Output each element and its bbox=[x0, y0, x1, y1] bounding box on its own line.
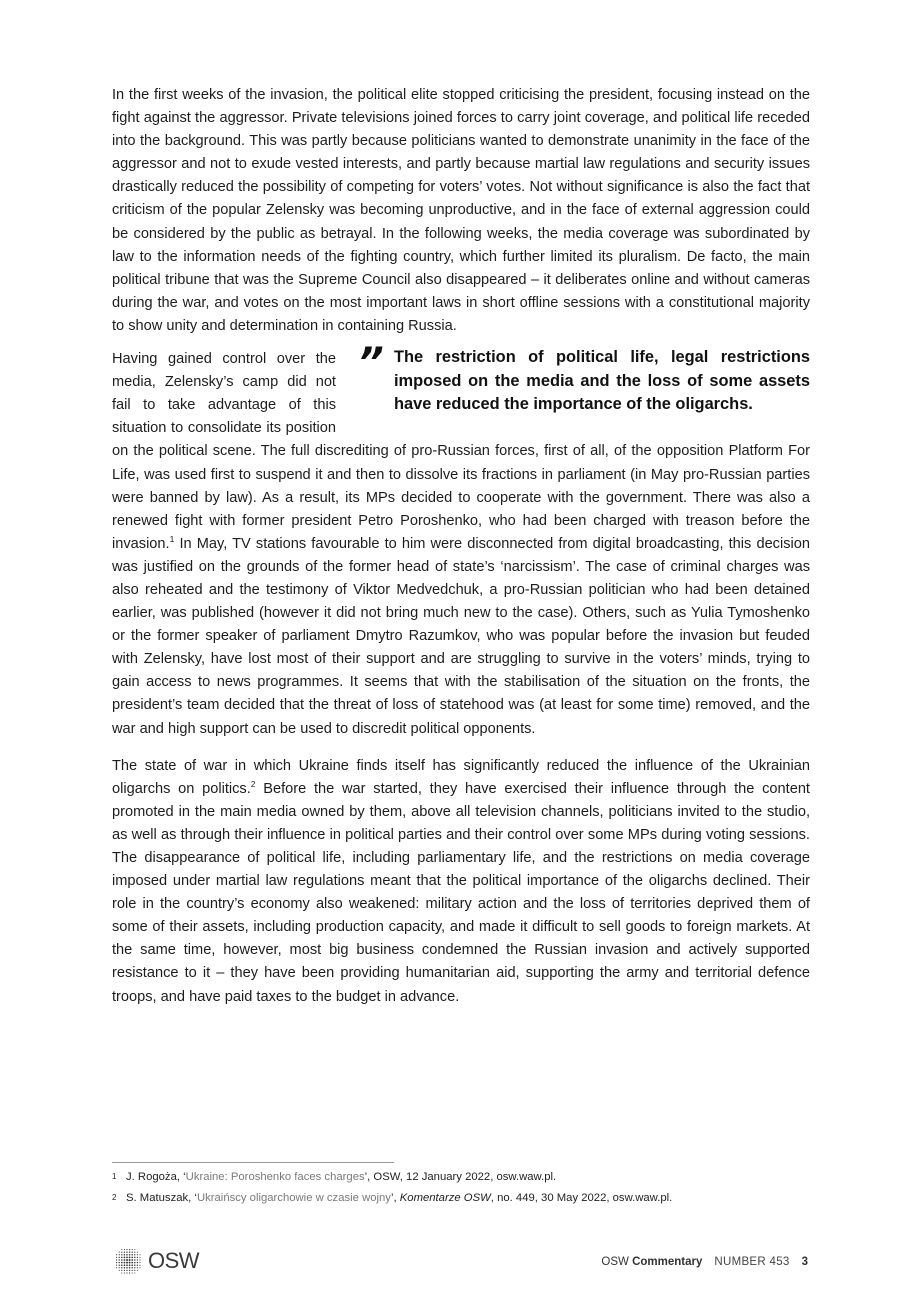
paragraph-2 bbox=[112, 340, 810, 741]
pull-quote-text: The restriction of political life, legal restrictions imposed on the media and the loss of some assets have reduced the importance of the oligarchs. bbox=[394, 348, 810, 414]
footnote-number: 1 bbox=[112, 1172, 117, 1181]
footnote-text: ’, bbox=[390, 1192, 400, 1204]
footnote-ref-2[interactable]: 2 bbox=[250, 778, 256, 789]
paragraph-1: In the first weeks of the invasion, the political elite stopped criticising the president, focusing instead on the fight against the aggressor. Private televisions joined forces to carry joint coverage, and political life receded into the background. This was partly because politicians wanted to demonstrate unanimity in the face of the aggressor and not to exude vested interests, and partly because martial law regulations and security issues drastically reduced the possibility of competing for voters’ votes. Not without significance is also the fact that criticism of the popular Zelensky was becoming unproductive, and in the face of external aggression could be considered by the public as betrayal. In the following weeks, the media coverage was subordinated by law to the information needs of the fighting country, which further limited its pluralism. De facto, the main political tribune that was the Supreme Council also disappeared – it deliberates online and without cameras during the war, and votes on the most important laws in short offline sessions with a constitutional majority to show unity and determination in containing Russia. bbox=[112, 87, 810, 334]
pull-quote bbox=[358, 340, 810, 417]
osw-logo[interactable] bbox=[112, 1244, 199, 1278]
footnote-text: S. Matuszak, ‘ bbox=[126, 1192, 197, 1204]
footnote-number: 2 bbox=[112, 1193, 117, 1202]
paragraph-3 bbox=[112, 755, 810, 1009]
page-footer bbox=[601, 1256, 808, 1268]
footnote-link[interactable]: Ukraine: Poroshenko faces charges bbox=[185, 1171, 365, 1183]
footnote-divider bbox=[112, 1162, 394, 1163]
footnote-journal: Komentarze OSW bbox=[399, 1192, 491, 1204]
quote-mark-icon: ” bbox=[358, 340, 384, 387]
footnote-text: J. Rogoża, ‘ bbox=[126, 1171, 186, 1183]
article-body bbox=[112, 84, 810, 1009]
globe-dots-icon bbox=[112, 1245, 144, 1277]
paragraph-2-text-b: In May, TV stations favourable to him were disconnected from digital broadcasting, this decision was justified on the grounds of the former head of state’s ‘narcissism’. The case of criminal charges was also reheated and the testimony of Viktor Medvedchuk, a pro-Russian politician who had been detained earlier, was published (however it did not bring much new to the case). Others, such as Yulia Tymoshenko or the former speaker of parliament Dmytro Razumkov, who was popular before the invasion but feuded with Zelensky, have lost most of their support and are struggling to survive in the voters’ minds, trying to gain access to news programmes. It seems that with the stabilisation of the situation on the fronts, the president’s team decided that the threat of loss of statehood was (at least for some time) removed, and the war and high support can be used to discredit political opponents. bbox=[112, 535, 810, 737]
logo-text: OSW bbox=[148, 1248, 200, 1273]
paragraph-2-text-a: Having gained control over the media, Zelensky’s camp did not fail to take advantage of this situation to consolidate its position on the political scene. The full discrediting of pro-Russian forces, first of all, of the opposition Platform For Life, was used first to suspend it and then to dissolve its fractions in parliament (in May pro-Russian parties were banned by law). As a result, its MPs decided to cooperate with the government. There was also a renewed fight with former president Petro Poroshenko, who had been charged with treason before the invasion. bbox=[112, 351, 810, 552]
footnote-link[interactable]: Ukraińscy oligarchowie w czasie wojny bbox=[196, 1192, 391, 1204]
footnote-text: ’, OSW, 12 January 2022, osw.waw.pl. bbox=[364, 1171, 557, 1183]
page-number: 3 bbox=[801, 1256, 808, 1268]
footnote-ref-1[interactable]: 1 bbox=[169, 533, 175, 544]
issue-number: NUMBER 453 bbox=[714, 1256, 790, 1268]
paragraph-3-text-b: Before the war started, they have exercised their influence through the content promoted in the main media owned by them, above all television channels, politicians invited to the studio, as well as through their influence in political parties and their control over some MPs during voting sessions. The disappearance of political life, including parliamentary life, and the restrictions on media coverage imposed under martial law regulations meant that the political importance of the oligarchs declined. Their role in the country’s economy also weakened: military action and the loss of territories deprived them of some of their assets, including production capacity, and made it difficult to sell goods to foreign markets. At the same time, however, most big business condemned the Russian invasion and actively supported resistance to it – they have been providing humanitarian aid, supporting the army and territorial defence troops, and have paid taxes to the budget in advance. bbox=[112, 780, 810, 1005]
footnote-1 bbox=[112, 1167, 812, 1188]
footnotes bbox=[112, 1167, 812, 1209]
publication-name: OSW Commentary bbox=[601, 1256, 703, 1268]
footnote-2 bbox=[112, 1188, 812, 1209]
footnote-text: , no. 449, 30 May 2022, osw.waw.pl. bbox=[490, 1192, 673, 1204]
paragraph-3-text-a: The state of war in which Ukraine finds itself has significantly reduced the influence of the Ukrainian oligarchs on politics. bbox=[112, 757, 810, 797]
